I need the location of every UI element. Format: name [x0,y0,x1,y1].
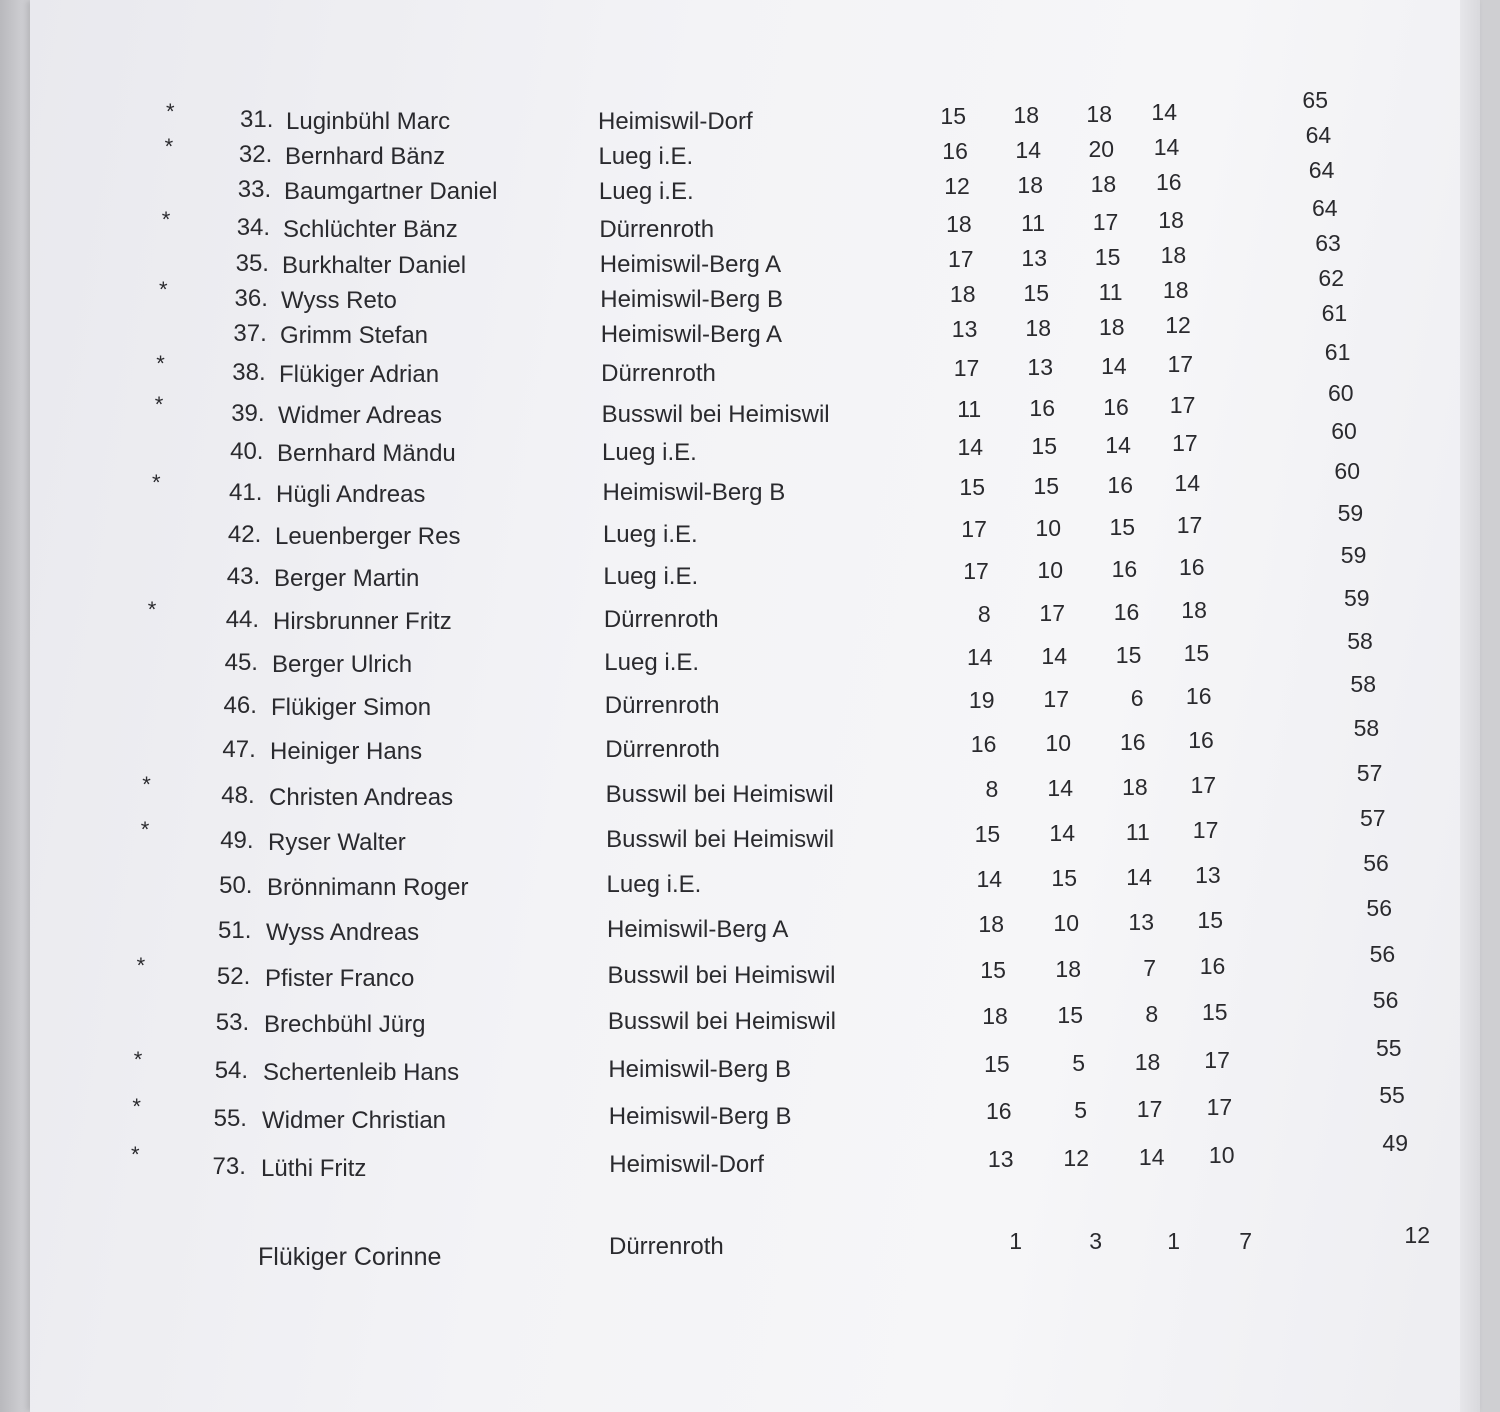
score-cell: 5 [1074,1096,1087,1123]
rank-number: 49. [220,826,254,854]
asterisk-mark: * [136,953,146,978]
club-name: Dürrenroth [609,1233,724,1260]
total-score: 59 [1337,500,1364,526]
club-name: Lueg i.E. [598,178,694,205]
competitor-name: Flükiger Corinne [258,1243,442,1271]
score-cell: 14 [1041,642,1067,669]
rank-number: 44. [225,605,260,633]
score-cell: 18 [1055,955,1081,982]
total-score: 61 [1321,300,1348,326]
score-cell: 14 [967,644,993,670]
total-score: 55 [1379,1082,1405,1108]
score-cell: 16 [970,731,997,757]
club-name: Dürrenroth [603,606,719,633]
rank-number: 41. [229,478,263,506]
score-cell: 16 [1111,555,1138,582]
rank-number: 55. [213,1104,247,1132]
score-cell: 17 [1169,392,1196,419]
competitor-name: Christen Andreas [269,783,454,811]
rank-number: 51. [218,917,252,944]
competitor-name: Bernhard Mändu [277,440,456,468]
score-cell: 15 [959,474,985,500]
rank-number: 39. [231,400,265,428]
score-cell: 18 [1099,313,1125,340]
score-cell: 18 [1134,1048,1161,1075]
competitor-name: Heiniger Hans [270,738,423,766]
competitor-name: Leuenberger Res [275,522,461,550]
total-score: 60 [1334,458,1360,484]
score-cell: 18 [946,211,972,237]
score-cell: 6 [1130,684,1144,711]
total-score: 58 [1350,671,1376,697]
competitor-name: Luginbühl Marc [286,108,451,135]
rank-number: 42. [227,520,262,548]
score-cell: 17 [1206,1094,1233,1121]
competitor-name: Bernhard Bänz [285,143,446,171]
competitor-name: Grimm Stefan [280,321,429,349]
asterisk-mark: * [140,817,150,842]
score-cell: 13 [1195,862,1221,889]
score-cell: 15 [1094,243,1121,270]
score-cell: 15 [1057,1001,1083,1028]
score-cell: 14 [1153,134,1180,161]
score-cell: 13 [1027,353,1053,380]
club-name: Heimiswil-Berg A [600,321,783,348]
score-cell: 13 [1021,244,1047,271]
score-cell: 15 [984,1051,1010,1077]
score-cell: 18 [978,911,1004,937]
rank-number: 33. [237,176,272,204]
score-cell: 13 [1128,908,1154,935]
score-cell: 11 [1125,818,1150,845]
club-name: Lueg i.E. [602,521,698,548]
score-cell: 14 [1174,470,1200,497]
club-name: Dürrenroth [599,216,715,243]
club-name: Busswil bei Heimiswil [601,401,830,428]
total-score: 56 [1372,987,1399,1013]
score-cell: 16 [1185,683,1212,710]
club-name: Lueg i.E. [603,563,699,590]
total-score: 55 [1376,1035,1402,1061]
score-cell: 17 [953,355,980,381]
club-name: Lueg i.E. [604,649,700,676]
score-cell: 16 [1199,953,1226,980]
club-name: Dürrenroth [604,692,720,719]
asterisk-mark: * [159,277,168,302]
score-cell: 18 [1025,314,1051,341]
score-cell: 7 [1143,954,1157,981]
total-score: 60 [1331,418,1357,444]
score-cell: 14 [1126,863,1152,890]
score-cell: 19 [968,687,995,713]
club-name: Heimiswil-Berg B [602,479,786,506]
score-cell: 10 [1045,729,1071,756]
score-cell: 15 [974,821,1001,847]
score-cell: 15 [1183,640,1210,667]
score-cell: 16 [1029,394,1055,421]
rank-number: 48. [221,781,255,809]
score-cell: 14 [1047,774,1073,801]
score-cell: 12 [944,173,970,199]
score-cell: 8 [985,776,999,802]
club-name: Busswil bei Heimiswil [607,962,836,989]
score-cell: 15 [1202,999,1228,1026]
score-cell: 8 [1145,1000,1159,1027]
rank-number: 53. [215,1009,250,1037]
score-cell: 17 [1167,351,1194,378]
asterisk-mark: * [166,99,175,124]
club-name: Dürrenroth [605,736,720,763]
score-cell: 18 [1158,207,1184,234]
total-score: 56 [1366,895,1392,921]
total-score: 65 [1302,87,1328,113]
total-score: 59 [1340,542,1367,568]
score-cell: 18 [1181,597,1207,624]
score-cell: 15 [1109,513,1136,540]
score-cell: 16 [986,1098,1012,1124]
score-cell: 16 [942,138,968,164]
competitor-name: Lüthi Fritz [261,1154,367,1182]
total-score: 64 [1308,157,1335,183]
score-cell: 17 [1136,1095,1163,1122]
score-cell: 11 [1021,209,1045,236]
total-score: 62 [1318,265,1344,291]
asterisk-mark: * [161,207,171,232]
score-cell: 18 [1017,171,1043,198]
score-cell: 20 [1088,135,1115,162]
club-name: Lueg i.E. [602,439,697,466]
score-cell: 18 [1162,277,1189,304]
club-name: Heimiswil-Berg B [600,286,783,313]
rank-number: 38. [232,359,266,387]
club-name: Lueg i.E. [598,143,694,170]
total-score: 56 [1363,850,1389,876]
score-cell: 17 [948,246,974,272]
score-cell: 17 [961,516,987,542]
score-cell: 18 [949,281,976,307]
score-cell: 1 [1167,1228,1180,1254]
score-cell: 10 [1053,909,1079,936]
asterisk-mark: * [147,597,157,622]
asterisk-mark: * [142,772,151,797]
competitor-name: Pfister Franco [265,965,415,993]
rank-number: 50. [219,871,253,899]
score-cell: 8 [977,601,991,627]
competitor-name: Widmer Adreas [278,402,443,430]
score-cell: 16 [1156,169,1182,196]
score-cell: 14 [1151,99,1177,126]
total-score: 61 [1324,339,1351,365]
club-name: Busswil bei Heimiswil [606,826,835,853]
score-cell: 17 [1092,208,1119,235]
total-score: 63 [1315,230,1341,256]
score-cell: 18 [1086,100,1112,127]
competitor-name: Flükiger Adrian [279,361,440,389]
score-cell: 15 [1051,864,1077,891]
score-cell: 18 [1090,170,1117,197]
competitor-name: Burkhalter Daniel [282,251,467,279]
rank-number: 31. [240,106,274,133]
score-cell: 18 [982,1003,1008,1029]
rank-number: 36. [234,284,268,312]
rank-number: 73. [212,1152,246,1180]
score-cell: 17 [963,558,989,584]
score-cell: 17 [1192,817,1219,844]
score-cell: 16 [1103,393,1129,420]
rank-number: 52. [216,963,251,991]
club-name: Busswil bei Heimiswil [605,781,834,808]
club-name: Heimiswil-Berg A [607,916,789,943]
rank-number: 45. [224,649,258,677]
competitor-name: Ryser Walter [268,828,406,856]
score-cell: 15 [940,103,966,129]
score-cell: 17 [1204,1047,1230,1074]
rank-number: 35. [235,249,269,277]
asterisk-mark: * [156,351,165,376]
score-cell: 16 [1107,471,1133,498]
score-cell: 10 [1208,1142,1235,1169]
score-cell: 18 [1013,101,1039,128]
rank-number: 34. [236,214,271,242]
total-score: 64 [1312,195,1338,221]
score-cell: 15 [1197,907,1223,934]
rank-number: 46. [223,692,257,720]
club-name: Heimiswil-Berg A [599,251,782,278]
competitor-name: Flükiger Simon [271,694,432,722]
score-cell: 17 [1190,772,1217,799]
rank-number: 32. [238,141,273,169]
score-cell: 15 [1115,641,1142,668]
total-score: 58 [1347,628,1373,654]
competitor-name: Schlüchter Bänz [283,216,458,244]
competitor-name: Brönnimann Roger [267,873,469,901]
score-cell: 18 [1122,773,1148,800]
club-name: Heimiswil-Dorf [598,108,753,135]
rank-number: 47. [222,736,256,764]
total-score: 57 [1356,760,1383,786]
score-cell: 14 [1101,352,1127,379]
total-score: 60 [1328,380,1354,406]
competitor-name: Baumgartner Daniel [284,178,498,206]
score-cell: 13 [951,316,978,342]
score-cell: 10 [1035,514,1061,541]
club-name: Heimiswil-Dorf [609,1151,764,1178]
asterisk-mark: * [131,1142,140,1167]
score-cell: 16 [1188,727,1214,754]
club-name: Lueg i.E. [606,871,702,898]
score-cell: 13 [987,1146,1014,1172]
score-cell: 14 [1049,819,1075,846]
rank-number: 54. [214,1057,249,1085]
score-cell: 17 [1172,430,1198,457]
total-score: 57 [1360,805,1386,831]
score-cell: 17 [1043,685,1069,712]
score-cell: 16 [1179,554,1205,581]
competitor-name: Berger Martin [274,564,420,592]
score-cell: 3 [1089,1228,1102,1254]
club-name: Heimiswil-Berg B [608,1056,792,1083]
total-score: 56 [1369,941,1396,967]
club-name: Busswil bei Heimiswil [607,1008,836,1035]
score-cell: 16 [1120,728,1146,755]
score-cell: 10 [1037,556,1063,583]
total-score: 49 [1382,1130,1408,1156]
competitor-name: Berger Ulrich [272,651,413,679]
score-cell: 18 [1160,242,1187,269]
asterisk-mark: * [164,134,174,159]
score-cell: 17 [1039,599,1065,626]
total-score: 58 [1353,715,1380,741]
score-cell: 14 [1138,1143,1165,1170]
score-cell: 15 [1023,279,1049,306]
competitor-name: Widmer Christian [262,1106,447,1134]
total-score: 59 [1344,585,1370,611]
score-cell: 12 [1165,312,1191,339]
rank-number: 43. [226,562,261,590]
score-cell: 11 [1098,278,1123,305]
total-score: 64 [1305,122,1332,148]
score-cell: 14 [1015,136,1041,163]
rank-number: 37. [233,319,267,347]
total-score: 12 [1404,1222,1430,1248]
score-cell: 17 [1176,512,1203,539]
score-cell: 16 [1113,598,1140,625]
score-cell: 1 [1009,1228,1022,1254]
score-cell: 12 [1063,1144,1089,1171]
score-cell: 7 [1239,1228,1252,1254]
asterisk-mark: * [154,392,164,417]
competitor-name: Schertenleib Hans [263,1059,460,1087]
asterisk-mark: * [152,470,161,495]
competitor-name: Hirsbrunner Fritz [273,607,452,635]
competitor-name: Brechbühl Jürg [264,1011,426,1039]
score-cell: 15 [980,957,1006,983]
club-name: Dürrenroth [601,360,716,387]
score-cell: 14 [1105,431,1131,458]
asterisk-mark: * [133,1047,143,1072]
competitor-name: Wyss Andreas [266,919,420,946]
rank-number: 40. [230,438,264,466]
score-cell: 15 [1033,472,1059,499]
asterisk-mark: * [132,1094,141,1119]
club-name: Heimiswil-Berg B [608,1103,792,1130]
score-cell: 15 [1031,432,1057,459]
score-cell: 14 [957,434,984,460]
competitor-name: Hügli Andreas [276,480,426,508]
competitor-name: Wyss Reto [281,286,397,314]
score-cell: 11 [957,396,982,422]
score-cell: 14 [976,866,1003,892]
score-cell: 5 [1072,1049,1085,1076]
